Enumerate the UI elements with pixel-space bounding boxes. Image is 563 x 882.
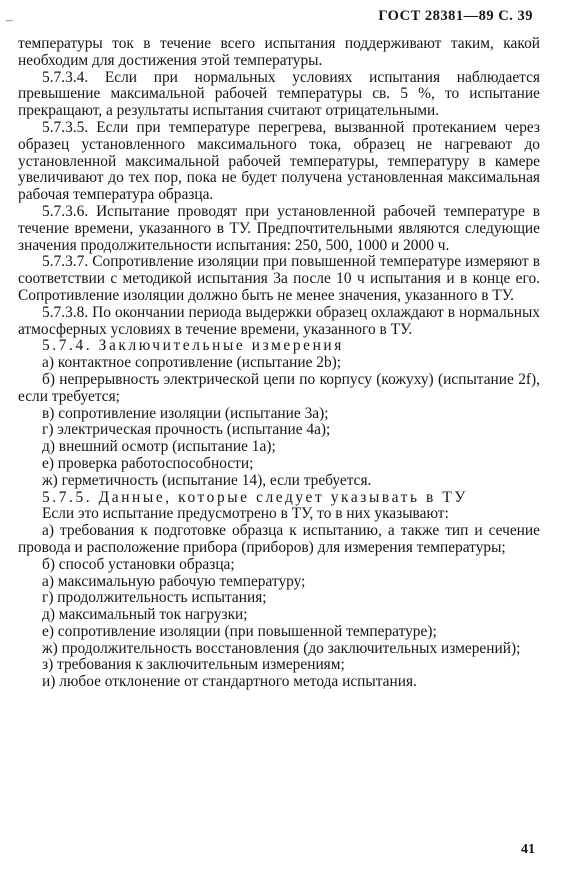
list-item: а) требования к подготовке образца к испытанию, а также тип и сечение провода и расположение прибора (приборов) для измерения температуры; bbox=[18, 522, 540, 556]
list-item: а) максимальную рабочую температуру; bbox=[42, 572, 306, 590]
paragraph-5-7-3-7: 5.7.3.7. Сопротивление изоляции при повышенной температуре измеряют в соответствии с методикой испытания 3а после 10 ч испытания и в конце его. Сопротивление изоляции должно быть не менее значения, указанного в ТУ. bbox=[18, 253, 540, 304]
list-item: е) сопротивление изоляции (при повышенной температуре); bbox=[42, 622, 437, 640]
list-item: д) внешний осмотр (испытание 1а); bbox=[42, 438, 276, 456]
list-item: б) способ установки образца; bbox=[42, 555, 235, 573]
list-item: з) требования к заключительным измерениям; bbox=[42, 656, 345, 674]
list-item: б) непрерывность электрической цепи по корпусу (кожуху) (испытание 2f), если требуется; bbox=[18, 370, 540, 405]
list-item: г) продолжительность испытания; bbox=[42, 589, 267, 607]
paragraph-5-7-3-6: 5.7.3.6. Испытание проводят при установленной рабочей температуре в течение времени, указанного в ТУ. Предпочтительными являются следующие значения продолжительности испытания: 250, 500, 1000 и 2000 ч. bbox=[18, 202, 540, 254]
paragraph-5-7-3-5: 5.7.3.5. Если при температуре перегрева, вызванной протеканием через образец установленного максимального тока, образец не нагревают до установленной максимальной рабочей температуры, температуру в камере увеличивают до тех пор, пока не будет получена установленная максимальная рабочая температура образца. bbox=[18, 118, 540, 204]
document-body bbox=[18, 36, 540, 691]
list-item: в) сопротивление изоляции (испытание 3а); bbox=[42, 404, 329, 422]
list-item: и) любое отклонение от стандартного метода испытания. bbox=[42, 673, 417, 691]
paragraph-5-7-3-4: 5.7.3.4. Если при нормальных условиях испытания наблюдается превышение максимальной рабочей температуры св. 5 %, то испытание прекращают, а результаты испытания считают отрицательными. bbox=[18, 68, 540, 120]
list-item: ж) герметичность (испытание 14), если требуется. bbox=[42, 471, 372, 489]
margin-mark: – bbox=[6, 12, 13, 27]
list-item: д) максимальный ток нагрузки; bbox=[42, 606, 248, 624]
list-item: е) проверка работоспособности; bbox=[42, 454, 254, 472]
paragraph-continuation: температуры ток в течение всего испытания поддерживают таким, какой необходим для достижения этой температуры. bbox=[18, 35, 540, 69]
list-item: а) контактное сопротивление (испытание 2b); bbox=[42, 354, 342, 372]
section-5-7-4-title: 5.7.4. Заключительные измерения bbox=[42, 337, 344, 355]
page-header: ГОСТ 28381—89 С. 39 bbox=[378, 8, 533, 24]
list-item: ж) продолжительность восстановления (до заключительных измерений); bbox=[42, 639, 521, 657]
section-5-7-5-title: 5.7.5. Данные, которые следует указывать в ТУ bbox=[42, 488, 468, 506]
paragraph-5-7-3-8: 5.7.3.8. По окончании периода выдержки образец охлаждают в нормальных атмосферных условиях в течение времени, указанного в ТУ. bbox=[18, 303, 540, 338]
page-number: 41 bbox=[521, 842, 535, 857]
list-item: г) электрическая прочность (испытание 4а); bbox=[42, 421, 331, 439]
section-5-7-5-intro: Если это испытание предусмотрено в ТУ, то в них указывают: bbox=[42, 505, 449, 523]
